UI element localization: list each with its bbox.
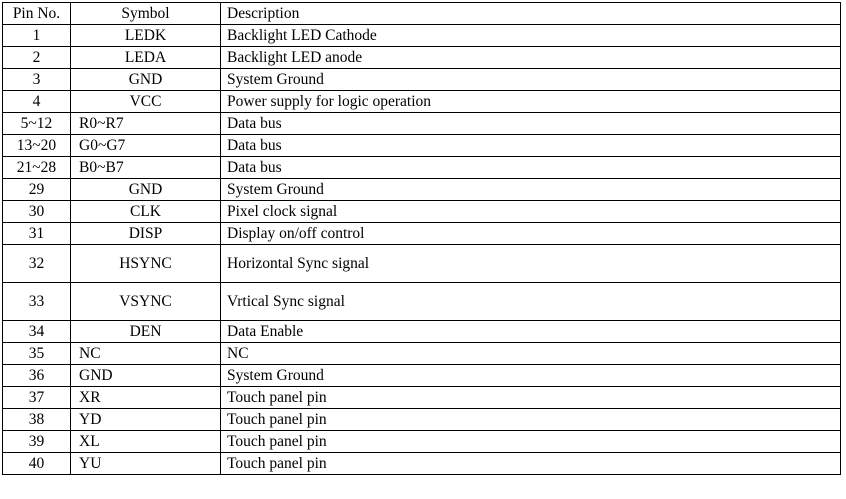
cell-pin-no: 38 <box>3 409 71 431</box>
cell-symbol: YD <box>71 409 221 431</box>
cell-pin-no: 39 <box>3 431 71 453</box>
column-header-symbol: Symbol <box>71 3 221 25</box>
cell-description: Vrtical Sync signal <box>221 283 841 321</box>
table-row <box>3 135 841 157</box>
cell-description: Data bus <box>221 157 841 179</box>
cell-description: Data bus <box>221 113 841 135</box>
table-body <box>3 25 841 475</box>
table-row <box>3 431 841 453</box>
cell-symbol: NC <box>71 343 221 365</box>
table-row <box>3 223 841 245</box>
cell-pin-no: 4 <box>3 91 71 113</box>
cell-symbol: GND <box>71 365 221 387</box>
cell-description: Backlight LED anode <box>221 47 841 69</box>
cell-symbol: LEDK <box>71 25 221 47</box>
cell-pin-no: 13~20 <box>3 135 71 157</box>
table-row <box>3 453 841 475</box>
cell-description: Data Enable <box>221 321 841 343</box>
cell-pin-no: 37 <box>3 387 71 409</box>
cell-symbol: B0~B7 <box>71 157 221 179</box>
table-row <box>3 245 841 283</box>
cell-pin-no: 1 <box>3 25 71 47</box>
cell-description: System Ground <box>221 179 841 201</box>
cell-pin-no: 36 <box>3 365 71 387</box>
cell-pin-no: 32 <box>3 245 71 283</box>
table-row <box>3 387 841 409</box>
cell-pin-no: 30 <box>3 201 71 223</box>
column-header-description: Description <box>221 3 841 25</box>
table-row <box>3 113 841 135</box>
cell-pin-no: 29 <box>3 179 71 201</box>
cell-pin-no: 2 <box>3 47 71 69</box>
column-header-pin-no: Pin No. <box>3 3 71 25</box>
table-row <box>3 25 841 47</box>
cell-symbol: GND <box>71 69 221 91</box>
cell-description: Data bus <box>221 135 841 157</box>
cell-description: Touch panel pin <box>221 387 841 409</box>
cell-description: Backlight LED Cathode <box>221 25 841 47</box>
table-header <box>3 3 841 25</box>
table-row <box>3 409 841 431</box>
cell-pin-no: 31 <box>3 223 71 245</box>
cell-description: System Ground <box>221 69 841 91</box>
cell-description: Horizontal Sync signal <box>221 245 841 283</box>
table-row <box>3 321 841 343</box>
cell-symbol: G0~G7 <box>71 135 221 157</box>
cell-symbol: VSYNC <box>71 283 221 321</box>
cell-symbol: HSYNC <box>71 245 221 283</box>
cell-pin-no: 34 <box>3 321 71 343</box>
table-row <box>3 69 841 91</box>
table-row <box>3 201 841 223</box>
cell-pin-no: 33 <box>3 283 71 321</box>
cell-description: Power supply for logic operation <box>221 91 841 113</box>
cell-description: Pixel clock signal <box>221 201 841 223</box>
table-row <box>3 365 841 387</box>
table-row <box>3 47 841 69</box>
table-row <box>3 283 841 321</box>
cell-pin-no: 35 <box>3 343 71 365</box>
cell-description: Touch panel pin <box>221 453 841 475</box>
cell-description: Display on/off control <box>221 223 841 245</box>
cell-pin-no: 40 <box>3 453 71 475</box>
cell-symbol: YU <box>71 453 221 475</box>
cell-symbol: XR <box>71 387 221 409</box>
table-row <box>3 343 841 365</box>
table-row <box>3 157 841 179</box>
cell-pin-no: 3 <box>3 69 71 91</box>
cell-pin-no: 21~28 <box>3 157 71 179</box>
table-row <box>3 179 841 201</box>
cell-description: Touch panel pin <box>221 409 841 431</box>
table-row <box>3 91 841 113</box>
cell-symbol: LEDA <box>71 47 221 69</box>
cell-symbol: DISP <box>71 223 221 245</box>
cell-symbol: XL <box>71 431 221 453</box>
cell-symbol: DEN <box>71 321 221 343</box>
cell-pin-no: 5~12 <box>3 113 71 135</box>
cell-symbol: VCC <box>71 91 221 113</box>
cell-symbol: CLK <box>71 201 221 223</box>
cell-description: Touch panel pin <box>221 431 841 453</box>
table-header-row <box>3 3 841 25</box>
cell-symbol: R0~R7 <box>71 113 221 135</box>
cell-symbol: GND <box>71 179 221 201</box>
cell-description: System Ground <box>221 365 841 387</box>
cell-description: NC <box>221 343 841 365</box>
pin-assignment-table <box>2 2 841 475</box>
